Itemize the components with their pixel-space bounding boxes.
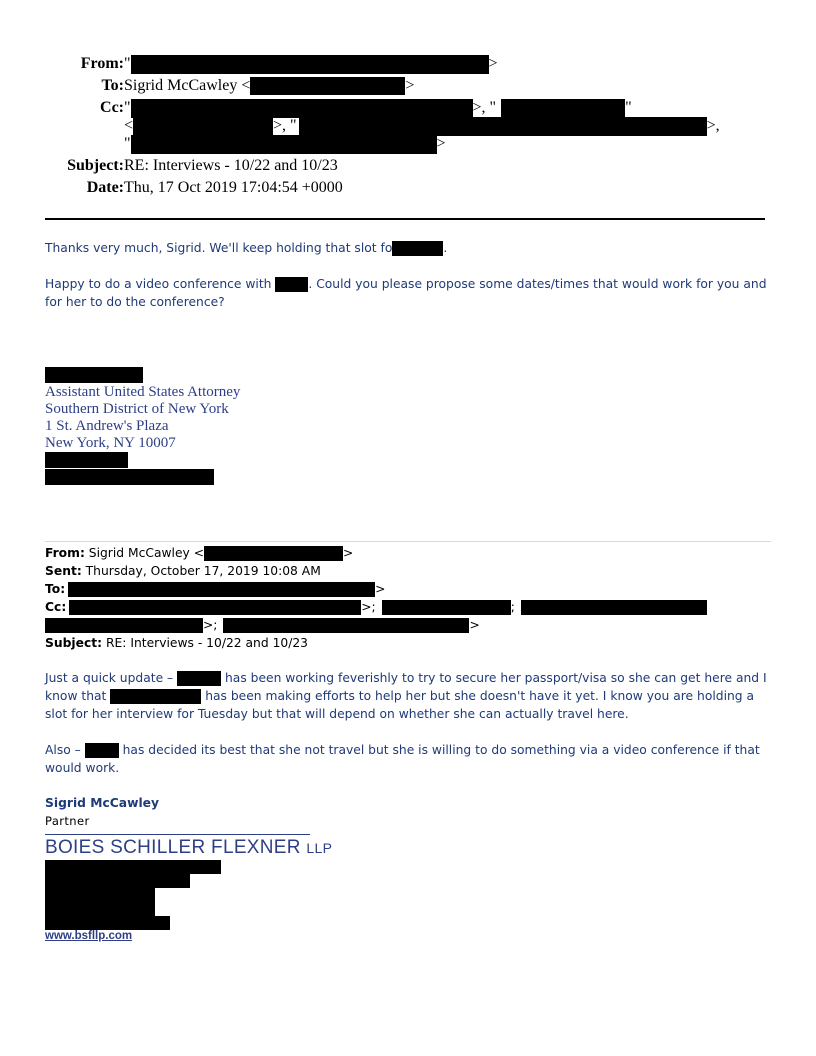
- firm-website-link[interactable]: www.bsfllp.com: [45, 930, 133, 942]
- fwd-cc-label: Cc:: [45, 600, 67, 614]
- firm-divider: [45, 834, 310, 835]
- firm-logo-text: [45, 837, 332, 859]
- ausa-signature: [45, 384, 240, 452]
- fwd-subject-label: Subject:: [45, 636, 103, 650]
- signature-phone-redaction: [45, 452, 128, 468]
- cc-line-3: [124, 134, 446, 154]
- signature-city: New York, NY 10007: [45, 435, 176, 451]
- from-label: From:: [80, 55, 124, 72]
- redaction-box: [501, 99, 625, 118]
- firm-suffix: LLP: [306, 840, 333, 856]
- cc-line-1: [124, 98, 632, 118]
- forwarded-divider: [45, 541, 771, 542]
- redaction-box: [45, 469, 214, 485]
- redaction-box: [131, 55, 489, 74]
- reply-paragraph-2: [45, 275, 771, 311]
- cc-label: Cc:: [100, 99, 124, 116]
- reply-body: [45, 239, 771, 311]
- fwd-sep: >;: [361, 600, 376, 614]
- redaction-box: [131, 99, 473, 118]
- cc-sep: >,: [706, 117, 720, 134]
- to-label: To:: [101, 77, 124, 94]
- reply-text: Happy to do a video conference with: [45, 277, 276, 291]
- fwd-sent-label: Sent:: [45, 564, 82, 578]
- fwd-from-label: From:: [45, 546, 85, 560]
- cc-quote: ": [124, 99, 131, 116]
- redaction-box: [45, 916, 170, 930]
- redaction-box: [68, 582, 375, 597]
- cc-line-2: [124, 116, 720, 136]
- bsf-signature-title: Partner: [45, 814, 90, 828]
- fwd-to-label: To:: [45, 582, 66, 596]
- to-value: [124, 76, 414, 95]
- reply-text: . Could you please propose some dates/times that would work for you and for her to do the conference?: [45, 277, 767, 309]
- redaction-box: [299, 117, 707, 136]
- subject-label: Subject:: [67, 157, 124, 174]
- fwd-cc-line-2: [45, 616, 707, 634]
- redaction-box: [133, 117, 273, 136]
- redaction-box: [521, 600, 707, 615]
- redaction-box: [45, 452, 128, 468]
- redaction-box: [177, 671, 221, 686]
- fwd-to-line: [45, 580, 707, 598]
- signature-name-redaction: [45, 367, 143, 383]
- cc-quote: ": [124, 135, 131, 152]
- cc-bracket: <: [124, 117, 134, 134]
- bsf-signature-name: Sigrid McCawley: [45, 796, 160, 810]
- redaction-box: [69, 600, 361, 615]
- fwd-text: has been working feverishly to try to secure her passport/visa so she can get here and I know that: [45, 671, 767, 703]
- cc-sep: >, ": [273, 117, 297, 134]
- redaction-box: [275, 277, 308, 292]
- forwarded-body: [45, 669, 773, 777]
- cc-quote: ": [625, 99, 632, 116]
- fwd-bracket: >: [375, 582, 386, 596]
- fwd-subject-line: [45, 634, 707, 652]
- redaction-box: [382, 600, 511, 615]
- redaction-box: [45, 874, 190, 888]
- fwd-from-value: Sigrid McCawley <: [84, 546, 205, 560]
- firm-name: BOIES SCHILLER FLEXNER: [45, 837, 301, 858]
- date-value: Thu, 17 Oct 2019 17:04:54 +0000: [124, 179, 343, 196]
- fwd-text: Also –: [45, 743, 85, 757]
- from-value: [124, 54, 498, 74]
- signature-email-redaction: [45, 469, 214, 485]
- fwd-sep: >;: [203, 618, 218, 632]
- redaction-box: [204, 546, 343, 561]
- redaction-box: [45, 902, 155, 916]
- fwd-bracket: >: [469, 618, 480, 632]
- redaction-box: [45, 367, 143, 383]
- reply-text: Thanks very much, Sigrid. We'll keep holding that slot fo: [45, 241, 393, 255]
- signature-street: 1 St. Andrew's Plaza: [45, 418, 169, 434]
- from-bracket: >: [488, 55, 498, 72]
- redaction-box: [45, 888, 155, 902]
- date-label: Date:: [86, 179, 124, 196]
- cc-sep: >, ": [472, 99, 497, 116]
- redaction-box: [45, 860, 221, 874]
- fwd-sent-line: [45, 562, 707, 580]
- redaction-box: [223, 618, 469, 633]
- fwd-from-line: [45, 544, 707, 562]
- redaction-box: [85, 743, 119, 758]
- to-name: Sigrid McCawley <: [124, 77, 251, 94]
- cc-bracket: >: [436, 135, 446, 152]
- fwd-text: Just a quick update –: [45, 671, 178, 685]
- fwd-paragraph-2: [45, 741, 773, 777]
- firm-contact-redactions: [45, 860, 221, 930]
- redaction-box: [110, 689, 201, 704]
- fwd-sent-value: Thursday, October 17, 2019 10:08 AM: [81, 564, 321, 578]
- fwd-bracket: >: [343, 546, 354, 560]
- subject-value: RE: Interviews - 10/22 and 10/23: [124, 157, 338, 174]
- fwd-subject-value: RE: Interviews - 10/22 and 10/23: [102, 636, 309, 650]
- fwd-text: has been making efforts to help her but she doesn't have it yet. I know you are holding a slot for her interview for Tuesday but that will depend on whether she can actually travel here.: [45, 689, 755, 721]
- from-quote: ": [124, 55, 131, 72]
- fwd-sep: ;: [510, 600, 515, 614]
- signature-title: Assistant United States Attorney: [45, 384, 241, 400]
- header-divider: [45, 218, 765, 220]
- redaction-box: [250, 77, 405, 95]
- forwarded-header: [45, 544, 707, 652]
- fwd-paragraph-1: [45, 669, 773, 723]
- reply-paragraph-1: [45, 239, 771, 257]
- fwd-cc-line-1: [45, 598, 707, 616]
- fwd-text: has decided its best that she not travel but she is willing to do something via a video conference if that would work.: [45, 743, 760, 775]
- redaction-box: [131, 135, 437, 154]
- signature-office: Southern District of New York: [45, 401, 229, 417]
- redaction-box: [392, 241, 443, 256]
- redaction-box: [45, 618, 203, 633]
- to-bracket: >: [405, 77, 415, 94]
- reply-text: .: [443, 241, 448, 255]
